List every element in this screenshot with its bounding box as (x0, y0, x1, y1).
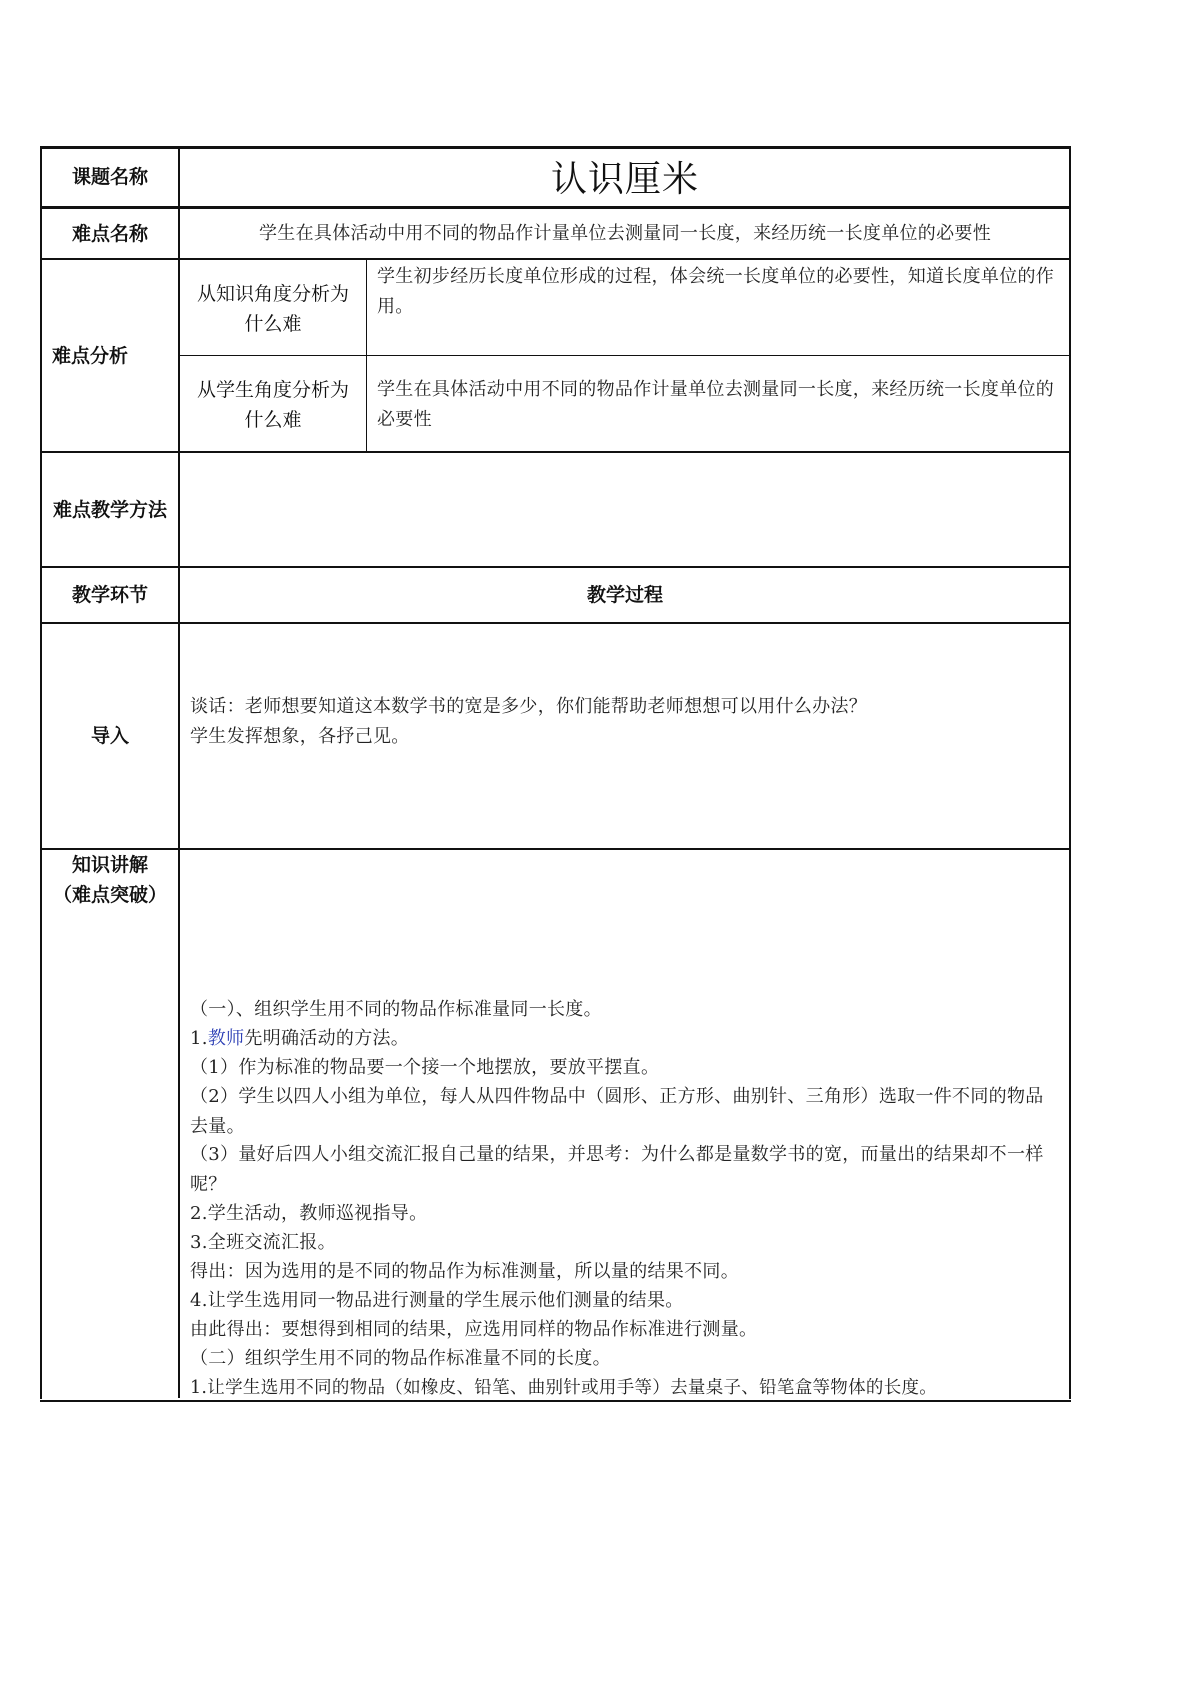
row-line (178, 355, 1071, 356)
difficulty-name-label: 难点名称 (71, 223, 148, 245)
row-line (40, 451, 1071, 453)
stage-label: 教学环节 (71, 584, 148, 606)
row-line (40, 258, 1071, 260)
intro-label: 导入 (90, 725, 129, 747)
knowledge-paragraph: （一）、组织学生用不同的物品作标准量同一长度。 (190, 999, 602, 1020)
knowledge-paragraph: （1）作为标准的物品要一个接一个地摆放，要放平摆直。 (190, 1057, 660, 1078)
column-divider (178, 148, 180, 1398)
student-angle-label: 从学生角度分析为什么难 (196, 379, 349, 431)
knowledge-label-line2: （难点突破） (52, 884, 167, 906)
step-text: 先明确活动的方法。 (244, 1028, 410, 1049)
knowledge-angle-text: 学生初步经历长度单位形成的过程，体会统一长度单位的必要性，知道长度单位的作用。 (377, 266, 1055, 317)
knowledge-paragraph: 1.让学生选用不同的物品（如橡皮、铅笔、曲别针或用手等）去量桌子、铅笔盒等物体的长度。 (190, 1378, 938, 1398)
row-line (40, 566, 1071, 568)
intro-line: 谈话：老师想要知道这本数学书的宽是多少，你们能帮助老师想想可以用什么办法？ (190, 696, 868, 717)
step-number: 1. (190, 1028, 208, 1049)
course-title: 认识厘米 (550, 159, 699, 200)
knowledge-paragraph (190, 1024, 1060, 1054)
difficulty-name-value: 学生在具体活动中用不同的物品作计量单位去测量同一长度，来经历统一长度单位的必要性 (259, 223, 991, 244)
row-line (40, 206, 1071, 209)
teacher-link[interactable]: 教师 (207, 1028, 245, 1049)
analysis-label: 难点分析 (51, 345, 128, 367)
process-label: 教学过程 (586, 584, 663, 606)
knowledge-paragraph: （2）学生以四人小组为单位，每人从四件物品中（圆形、正方形、曲别针、三角形）选取一件不同的物品去量。 (190, 1086, 1044, 1137)
knowledge-paragraph: 4.让学生选用同一物品进行测量的学生展示他们测量的结果。 (190, 1290, 684, 1311)
intro-line: 学生发挥想象，各抒己见。 (190, 726, 410, 747)
knowledge-angle-label: 从知识角度分析为什么难 (196, 283, 349, 335)
knowledge-paragraph: 由此得出：要想得到相同的结果，应选用同样的物品作标准进行测量。 (190, 1319, 758, 1340)
knowledge-paragraph: 得出：因为选用的是不同的物品作为标准测量，所以量的结果不同。 (190, 1261, 739, 1282)
row-line (40, 622, 1071, 624)
knowledge-paragraph: （3）量好后四人小组交流汇报自己量的结果，并思考：为什么都是量数学书的宽，而量出的结果却不一样呢？ (190, 1144, 1044, 1195)
knowledge-label-line1: 知识讲解 (71, 854, 148, 876)
course-label: 课题名称 (71, 166, 148, 188)
knowledge-paragraph: 3.全班交流汇报。 (190, 1232, 336, 1253)
row-line (40, 848, 1071, 850)
knowledge-paragraph: 2.学生活动，教师巡视指导。 (190, 1203, 428, 1224)
method-label: 难点教学方法 (52, 499, 167, 521)
knowledge-paragraph: （二）组织学生用不同的物品作标准量不同的长度。 (190, 1348, 611, 1369)
student-angle-text: 学生在具体活动中用不同的物品作计量单位去测量同一长度，来经历统一长度单位的必要性 (377, 379, 1055, 430)
